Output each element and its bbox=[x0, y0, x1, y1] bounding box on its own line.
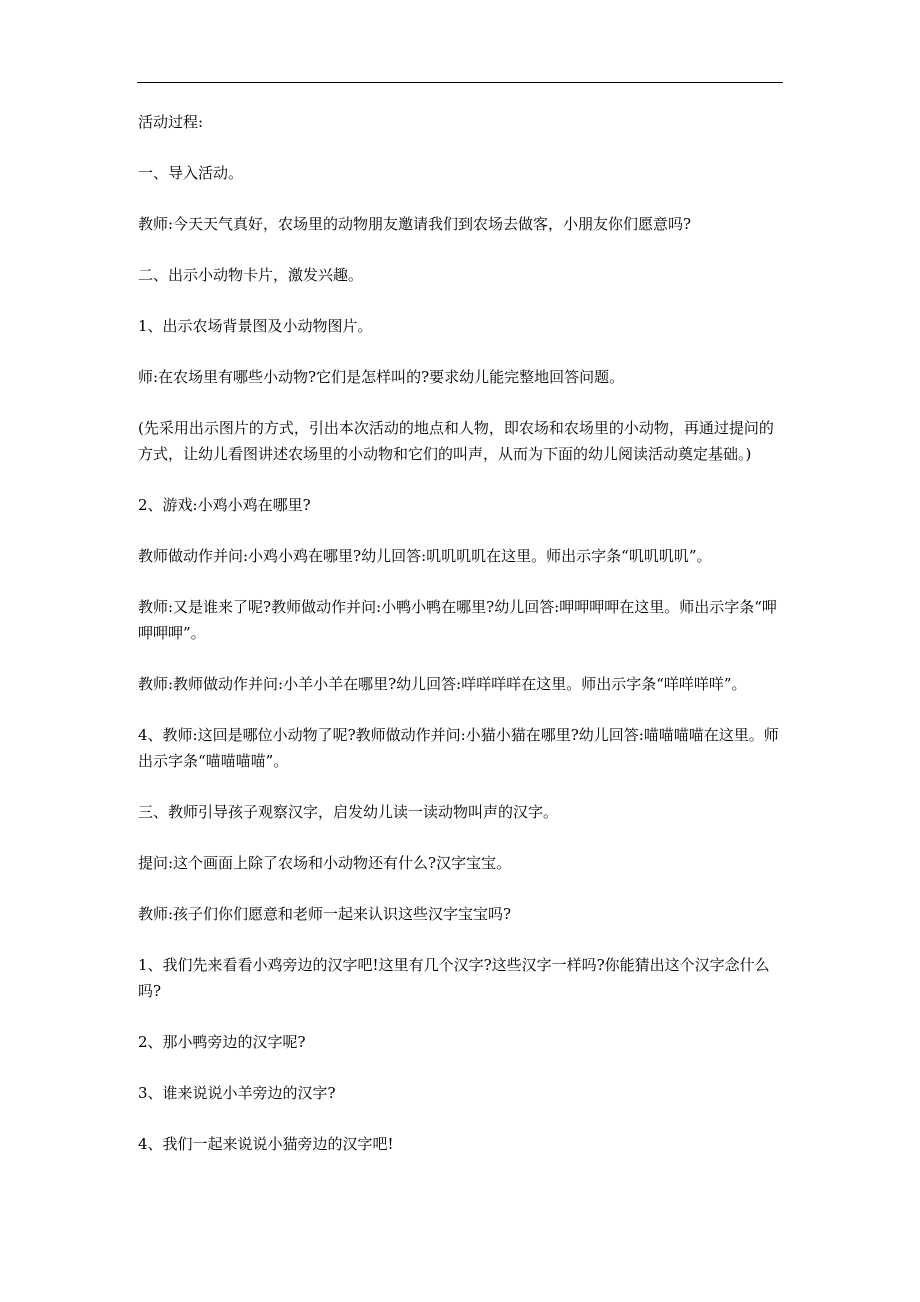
header-rule bbox=[137, 82, 783, 83]
paragraph-chick: 教师做动作并问:小鸡小鸡在哪里?幼儿回答:叽叽叽叽在这里。师出示字条“叽叽叽叽”。 bbox=[138, 547, 712, 565]
paragraph-duck: 教师:又是谁来了呢?教师做动作并问:小鸭小鸭在哪里?幼儿回答:呷呷呷呷在这里。师出示字条“呷呷呷呷”。 bbox=[138, 598, 777, 642]
paragraph-teacher-question: 师:在农场里有哪些小动物?它们是怎样叫的?要求幼儿能完整地回答问题。 bbox=[138, 368, 625, 386]
paragraph-teacher-intro: 教师:今天天气真好，农场里的动物朋友邀请我们到农场去做客，小朋友你们愿意吗? bbox=[138, 215, 692, 233]
paragraph-section-3: 三、教师引导孩子观察汉字，启发幼儿读一读动物叫声的汉字。 bbox=[138, 803, 559, 821]
paragraph-q3: 3、谁来说说小羊旁边的汉字? bbox=[138, 1084, 336, 1102]
paragraph-prompt: 提问:这个画面上除了农场和小动物还有什么?汉字宝宝。 bbox=[138, 854, 512, 872]
paragraph-cat: 4、教师:这回是哪位小动物了呢?教师做动作并问:小猫小猫在哪里?幼儿回答:喵喵喵喵在这里。师出示字条“喵喵喵喵”。 bbox=[138, 726, 779, 770]
paragraph-q2: 2、那小鸭旁边的汉字呢? bbox=[138, 1033, 306, 1051]
paragraph-activity-process: 活动过程: bbox=[138, 113, 204, 131]
paragraph-section-2: 二、出示小动物卡片，激发兴趣。 bbox=[138, 266, 364, 284]
paragraph-sheep: 教师:教师做动作并问:小羊小羊在哪里?幼儿回答:咩咩咩咩在这里。师出示字条“咩咩咩咩”。 bbox=[138, 675, 747, 693]
paragraph-step-2: 2、游戏:小鸡小鸡在哪里? bbox=[138, 496, 311, 514]
paragraph-q4: 4、我们一起来说说小猫旁边的汉字吧! bbox=[138, 1135, 394, 1153]
document-body bbox=[138, 109, 784, 1157]
paragraph-explanation: (先采用出示图片的方式，引出本次活动的地点和人物，即农场和农场里的小动物，再通过提问的方式，让幼儿看图讲述农场里的小动物和它们的叫声，从而为下面的幼儿阅读活动奠定基础。) bbox=[138, 419, 774, 463]
paragraph-step-1: 1、出示农场背景图及小动物图片。 bbox=[138, 317, 373, 335]
paragraph-section-1: 一、导入活动。 bbox=[138, 164, 244, 182]
paragraph-teacher-invite: 教师:孩子们你们愿意和老师一起来认识这些汉字宝宝吗? bbox=[138, 905, 512, 923]
paragraph-q1: 1、我们先来看看小鸡旁边的汉字吧!这里有几个汉字?这些汉字一样吗?你能猜出这个汉字念什么吗? bbox=[138, 956, 770, 1000]
